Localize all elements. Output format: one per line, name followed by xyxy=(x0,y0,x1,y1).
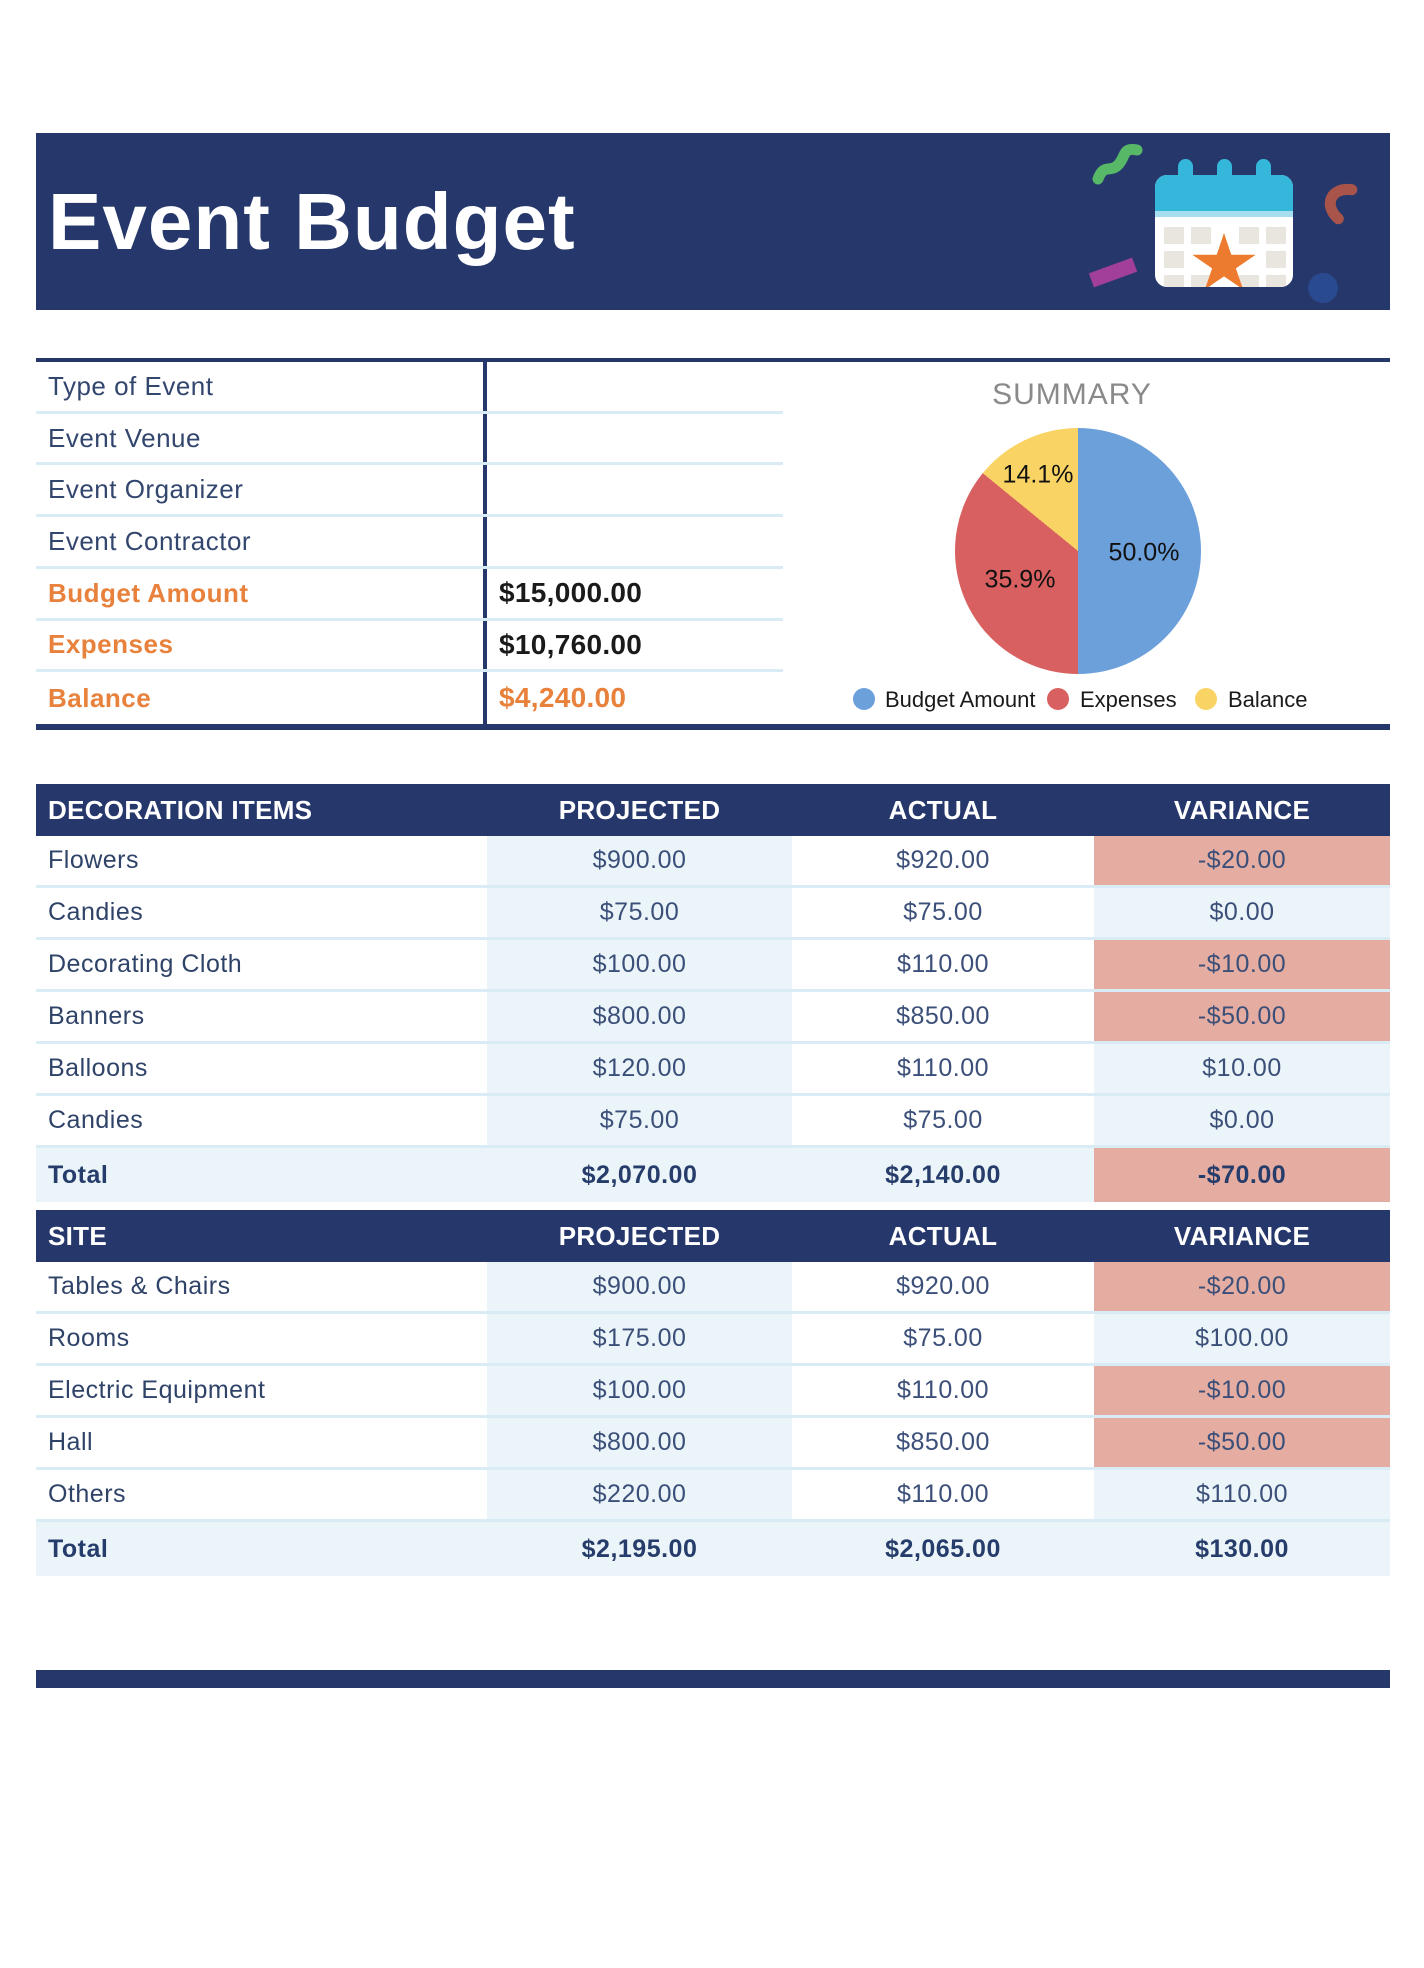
actual-cell[interactable]: $920.00 xyxy=(896,846,990,874)
item-cell[interactable]: Candies xyxy=(48,898,144,926)
column-header: ACTUAL xyxy=(888,794,998,825)
site-table xyxy=(36,1210,1390,1576)
table-row xyxy=(36,1418,1390,1470)
item-cell[interactable]: Electric Equipment xyxy=(48,1376,266,1404)
calendar-icon xyxy=(1155,159,1293,287)
variance-cell[interactable]: -$50.00 xyxy=(1094,992,1390,1041)
item-cell[interactable]: Flowers xyxy=(48,846,140,874)
total-row xyxy=(36,1148,1390,1202)
variance-cell[interactable]: $0.00 xyxy=(1094,888,1390,937)
variance-cell[interactable]: -$20.00 xyxy=(1094,1262,1390,1311)
column-header: SITE xyxy=(48,1220,107,1251)
event-info-table xyxy=(36,362,783,724)
item-cell[interactable]: Candies xyxy=(48,1106,144,1134)
actual-cell[interactable]: $110.00 xyxy=(896,1480,989,1508)
balance-value[interactable]: $4,240.00 xyxy=(483,672,783,724)
type-of-event-value[interactable] xyxy=(483,362,783,411)
table-row xyxy=(36,1262,1390,1314)
total-projected-cell[interactable]: $2,195.00 xyxy=(581,1534,698,1563)
pie-label-expenses: 35.9% xyxy=(984,565,1056,594)
legend-label-balance: Balance xyxy=(1228,687,1308,712)
variance-cell[interactable]: -$10.00 xyxy=(1094,1366,1390,1415)
column-header: VARIANCE xyxy=(1173,794,1311,825)
projected-cell[interactable]: $900.00 xyxy=(487,836,792,885)
variance-cell[interactable]: $0.00 xyxy=(1094,1096,1390,1145)
red-arc-icon xyxy=(1310,172,1361,227)
item-cell[interactable]: Balloons xyxy=(48,1054,148,1082)
column-header: PROJECTED xyxy=(558,794,721,825)
table-row xyxy=(36,888,1390,940)
variance-cell[interactable]: -$20.00 xyxy=(1094,836,1390,885)
info-row-event-contractor xyxy=(36,517,783,569)
projected-cell[interactable]: $120.00 xyxy=(487,1044,792,1093)
actual-cell[interactable]: $75.00 xyxy=(903,1324,983,1352)
legend-dot-expenses xyxy=(1047,688,1069,710)
type-of-event-label: Type of Event xyxy=(48,370,214,401)
table-header-row xyxy=(36,1210,1390,1262)
projected-cell[interactable]: $900.00 xyxy=(487,1262,792,1311)
total-label-cell: Total xyxy=(48,1534,109,1563)
purple-bar-icon xyxy=(1089,258,1137,288)
variance-cell[interactable]: $110.00 xyxy=(1094,1470,1390,1519)
table-row xyxy=(36,940,1390,992)
item-cell[interactable]: Tables & Chairs xyxy=(48,1272,231,1300)
info-row-event-organizer xyxy=(36,465,783,517)
table-header-row xyxy=(36,784,1390,836)
event-organizer-value[interactable] xyxy=(483,465,783,514)
actual-cell[interactable]: $920.00 xyxy=(896,1272,990,1300)
total-actual-cell[interactable]: $2,140.00 xyxy=(885,1160,1001,1189)
event-info-section xyxy=(36,358,1390,730)
table-row xyxy=(36,992,1390,1044)
calendar-band-strip xyxy=(1155,211,1293,217)
column-header: ACTUAL xyxy=(888,1220,998,1251)
table-row xyxy=(36,1096,1390,1148)
item-cell[interactable]: Decorating Cloth xyxy=(48,950,243,978)
item-cell[interactable]: Others xyxy=(48,1480,127,1508)
decoration-items-table xyxy=(36,784,1390,1202)
total-row xyxy=(36,1522,1390,1576)
legend-label-budget-amount: Budget Amount xyxy=(885,687,1036,712)
total-actual-cell[interactable]: $2,065.00 xyxy=(885,1534,1001,1563)
pie-label-balance: 14.1% xyxy=(1002,460,1074,489)
item-cell[interactable]: Hall xyxy=(48,1428,94,1456)
item-cell[interactable]: Rooms xyxy=(48,1324,130,1352)
table-row xyxy=(36,1044,1390,1096)
projected-cell[interactable]: $220.00 xyxy=(487,1470,792,1519)
calendar-body xyxy=(1155,175,1293,287)
actual-cell[interactable]: $110.00 xyxy=(896,950,989,978)
page-title: Event Budget xyxy=(48,176,576,266)
info-row-budget-amount xyxy=(36,569,783,621)
budget-amount-label: Budget Amount xyxy=(48,577,249,608)
column-header: PROJECTED xyxy=(558,1220,721,1251)
projected-cell[interactable]: $100.00 xyxy=(487,1366,792,1415)
total-variance-cell[interactable]: -$70.00 xyxy=(1094,1148,1390,1202)
actual-cell[interactable]: $850.00 xyxy=(896,1428,990,1456)
variance-cell[interactable]: -$10.00 xyxy=(1094,940,1390,989)
table-row xyxy=(36,1314,1390,1366)
projected-cell[interactable]: $75.00 xyxy=(487,1096,792,1145)
variance-cell[interactable]: $100.00 xyxy=(1094,1314,1390,1363)
actual-cell[interactable]: $110.00 xyxy=(896,1376,989,1404)
event-contractor-value[interactable] xyxy=(483,517,783,566)
summary-title: SUMMARY xyxy=(992,378,1152,411)
legend-dot-balance xyxy=(1195,688,1217,710)
expenses-label: Expenses xyxy=(48,629,174,660)
table-row xyxy=(36,836,1390,888)
total-projected-cell[interactable]: $2,070.00 xyxy=(581,1160,698,1189)
variance-cell[interactable]: -$50.00 xyxy=(1094,1418,1390,1467)
projected-cell[interactable]: $800.00 xyxy=(487,1418,792,1467)
table-row xyxy=(36,1470,1390,1522)
event-venue-value[interactable] xyxy=(483,414,783,463)
event-venue-label: Event Venue xyxy=(48,422,201,453)
info-row-balance xyxy=(36,672,783,724)
column-header: DECORATION ITEMS xyxy=(48,794,313,825)
projected-cell[interactable]: $175.00 xyxy=(487,1314,792,1363)
legend-dot-budget-amount xyxy=(853,688,875,710)
event-organizer-label: Event Organizer xyxy=(48,474,244,505)
actual-cell[interactable]: $75.00 xyxy=(903,898,983,926)
total-label-cell: Total xyxy=(48,1160,109,1189)
green-squiggle-icon xyxy=(1092,141,1144,187)
summary-chart-area xyxy=(783,362,1390,724)
item-cell[interactable]: Banners xyxy=(48,1002,145,1030)
budget-amount-value[interactable]: $15,000.00 xyxy=(483,569,783,618)
projected-cell[interactable]: $100.00 xyxy=(487,940,792,989)
info-row-type-of-event xyxy=(36,362,783,414)
blue-dot-icon xyxy=(1308,273,1338,303)
actual-cell[interactable]: $110.00 xyxy=(896,1054,989,1082)
calendar-header-band xyxy=(1155,175,1293,211)
balance-label: Balance xyxy=(48,682,152,713)
header-banner xyxy=(36,133,1390,310)
expenses-value[interactable]: $10,760.00 xyxy=(483,621,783,670)
variance-cell[interactable]: $10.00 xyxy=(1094,1044,1390,1093)
table-row xyxy=(36,1366,1390,1418)
total-variance-cell[interactable]: $130.00 xyxy=(1195,1534,1289,1563)
info-row-expenses xyxy=(36,621,783,673)
pie-label-budget-amount: 50.0% xyxy=(1108,538,1180,567)
projected-cell[interactable]: $75.00 xyxy=(487,888,792,937)
footer-bar xyxy=(36,1670,1390,1688)
actual-cell[interactable]: $850.00 xyxy=(896,1002,990,1030)
event-contractor-label: Event Contractor xyxy=(48,525,252,556)
legend-label-expenses: Expenses xyxy=(1080,687,1177,712)
column-header: VARIANCE xyxy=(1173,1220,1311,1251)
projected-cell[interactable]: $800.00 xyxy=(487,992,792,1041)
info-row-event-venue xyxy=(36,414,783,466)
actual-cell[interactable]: $75.00 xyxy=(903,1106,983,1134)
